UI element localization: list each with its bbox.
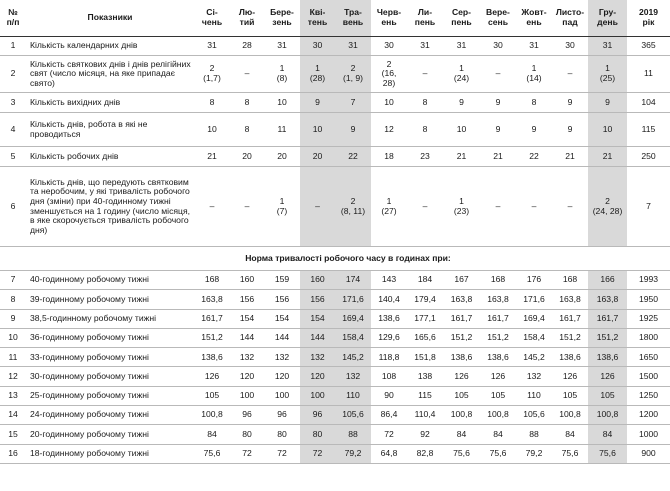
month-value: 100,8 [450,409,473,420]
month-value: 2 (1, 9) [335,56,371,93]
table-row [0,386,670,405]
month-value: 20 [277,150,287,161]
month-value: 126 [490,370,506,381]
month-value: 166 [588,271,627,290]
month-value: 132 [335,367,371,386]
row-label: 33-годинному робочому тижні [30,351,149,362]
month-value: 31 [456,40,467,51]
year-total: 250 [641,150,656,161]
month-value: 96 [277,409,287,420]
month-value: 167 [454,274,469,285]
month-value: 156 [274,293,290,304]
month-value: 84 [493,428,503,439]
month-value: 177,1 [414,312,436,323]
month-value: 80 [277,428,287,439]
month-value: 138,6 [201,351,223,362]
month-value: 72 [242,448,252,458]
row-number: 5 [10,150,16,161]
month-value: 75,6 [453,448,470,458]
month-value: 161,7 [201,312,223,323]
month-value: 105 [454,390,469,401]
row-number: 9 [10,312,16,323]
row-number: 7 [10,274,16,285]
row-label: Кількість днів, що передують святковим та неробочим, у які тривалість робочого дня (зміни) при 40-годинному тижні зменшується на 1 годину (число місяця, в яке скорочується тривалість робочого дня) [30,176,191,235]
row-number: 3 [10,96,16,107]
month-value: 161,7 [559,312,581,323]
month-value: 10 [300,113,335,147]
month-value: 7 [335,93,371,113]
row-number: 6 [10,200,16,211]
month-value: 92 [420,428,430,439]
month-value: 105 [588,386,627,405]
row-label: Кількість календарних днів [30,40,138,51]
month-value: 144 [239,332,255,343]
header-month: Ли- пень [407,0,443,37]
row-label: 36-годинному робочому тижні [30,332,149,343]
month-value: 2 (24, 28) [588,167,627,247]
month-value: 105,6 [523,409,545,420]
month-value: 1 (14) [526,63,542,83]
header-month: Бере- зень [264,0,300,37]
month-value: 163,8 [588,290,627,309]
row-number: 12 [8,370,18,381]
month-value: 9 [567,123,573,134]
row-label: 24-годинному робочому тижні [30,409,149,420]
month-value: 138 [417,370,433,381]
month-value: 100,8 [487,409,509,420]
month-value: 151,2 [201,332,223,343]
year-total: 1800 [638,332,659,343]
section-title: Норма тривалості робочого часу в годинах при: [245,252,451,263]
month-value: 86,4 [380,409,398,420]
month-value: 21 [456,150,467,161]
month-value: 132 [526,370,542,381]
month-value: 100,8 [201,409,223,420]
month-value: 115 [418,390,432,401]
month-value: 8 [244,123,250,134]
table-body [0,37,670,464]
header-month: Вере- сень [480,0,516,37]
month-value: 31 [335,37,371,56]
month-value: 151,2 [559,332,581,343]
month-value: 31 [277,40,287,51]
month-value: 1 (8) [276,63,288,83]
month-value: 31 [420,40,430,51]
month-value: 22 [529,150,539,161]
month-value: – [567,68,573,79]
month-value: 126 [562,370,578,381]
month-value: 138,6 [487,351,509,362]
month-value: 9 [335,113,371,147]
month-value: 22 [335,147,371,167]
month-value: 75,6 [561,448,579,458]
month-value: 80 [242,428,252,439]
row-label: Кількість вихідних днів [30,96,121,107]
month-value: 84 [565,428,575,439]
month-value: 126 [588,367,627,386]
month-value: 82,8 [416,448,434,458]
row-number: 13 [8,390,18,401]
month-value: 168 [490,274,506,285]
month-value: 161,7 [487,312,509,323]
month-value: 10 [588,113,627,147]
month-value: – [495,68,501,79]
month-value: 154 [239,312,255,323]
month-value: 165,6 [414,332,436,343]
month-value: 169,4 [523,312,545,323]
month-value: 151,8 [414,351,436,362]
row-number: 11 [8,351,18,362]
month-value: 163,8 [450,293,473,304]
month-value: – [244,200,250,211]
month-value: 31 [207,40,217,51]
month-value: 79,2 [525,448,543,458]
month-value: 158,4 [523,332,545,343]
month-value: 2 (1,7) [203,63,221,83]
month-value: – [567,200,573,211]
header-month: Кві- тень [300,0,335,37]
table-row [0,93,670,113]
month-value: 120 [239,370,255,381]
year-total: 1925 [638,312,659,323]
month-value: 9 [495,123,501,134]
month-value: 84 [207,428,217,439]
header-month: Лю- тий [230,0,264,37]
month-value: 1 (23) [453,195,470,216]
month-value: 174 [335,271,371,290]
month-value: 10 [456,123,467,134]
month-value: 84 [456,428,467,439]
month-value: – [209,200,215,211]
row-number: 8 [10,293,16,304]
year-total: 365 [641,40,656,51]
month-value: 9 [567,96,573,107]
month-value: 88 [335,425,371,444]
month-value: 108 [381,370,397,381]
row-label: Кількість днів, робота в які не проводиться [30,118,148,139]
month-value: 96 [300,406,335,425]
month-value: 160 [300,271,335,290]
month-value: 9 [300,93,335,113]
month-value: 163,8 [201,293,223,304]
month-value: 9 [459,96,464,107]
month-value: 75,6 [588,444,627,463]
month-value: 10 [384,96,394,107]
month-value: 154 [300,309,335,328]
row-label: 40-годинному робочому тижні [30,274,149,285]
month-value: 1 (25) [588,56,627,93]
month-value: 159 [274,274,290,285]
month-value: 21 [588,147,627,167]
month-value: 132 [239,351,255,362]
table-row [0,367,670,386]
table-row [0,271,670,290]
table-row [0,147,670,167]
month-value: 132 [274,351,290,362]
table-row [0,167,670,247]
row-number: 16 [8,448,18,458]
month-value: 75,6 [489,448,507,458]
table-row [0,328,670,347]
month-value: 151,2 [450,332,473,343]
header-month: Сер- пень [443,0,480,37]
month-value: 156 [300,290,335,309]
section-title-row [0,247,670,271]
month-value: 126 [204,370,220,381]
header-month: Черв- ень [371,0,407,37]
row-label: 38,5-годинному робочому тижні [30,312,157,323]
month-value: 120 [274,370,290,381]
row-label: Кількість святкових днів і днів релігійних свят (число місяця, на яке припадає свято) [30,58,191,88]
year-total: 1250 [638,390,659,401]
month-value: 105 [562,390,578,401]
row-label: 39-годинному робочому тижні [30,293,149,304]
month-value: 12 [384,123,394,134]
month-value: 145,2 [335,348,371,367]
month-value: 132 [300,348,335,367]
row-label: 30-годинному робочому тижні [30,370,149,381]
month-value: 118,8 [378,351,400,362]
month-value: 20 [300,147,335,167]
month-value: 105,6 [335,406,371,425]
row-number: 10 [8,332,18,343]
header-month: Жовт- ень [516,0,552,37]
month-value: 100 [239,390,255,401]
month-value: 176 [526,274,542,285]
month-value: 30 [493,40,503,51]
month-value: 1 (27) [381,195,397,216]
month-value: 30 [565,40,575,51]
month-value: 158,4 [335,328,371,347]
year-total: 1500 [638,370,659,381]
year-total: 1650 [638,351,659,362]
header-row [0,0,670,37]
month-value: 143 [381,274,397,285]
month-value: 18 [384,150,394,161]
table-row [0,425,670,444]
month-value: 129,6 [378,332,400,343]
header-indicator: Показники [26,0,194,37]
month-value: 100,8 [588,406,627,425]
month-value: 138,6 [378,312,400,323]
month-value: 88 [529,428,539,439]
month-value: 151,2 [588,328,627,347]
month-value: 31 [588,37,627,56]
row-number: 1 [10,40,16,51]
month-value: 72 [384,428,394,439]
table-row [0,444,670,463]
month-value: 8 [244,96,250,107]
header-month: Листо- пад [552,0,588,37]
month-value: 9 [588,93,627,113]
month-value: 30 [300,37,335,56]
row-label: 25-годинному робочому тижні [30,390,149,401]
month-value: 28 [242,40,252,51]
month-value: 168 [204,274,220,285]
year-total: 1200 [638,409,659,420]
month-value: 161,7 [450,312,473,323]
month-value: 8 [209,96,215,107]
month-value: 163,8 [559,293,581,304]
table-row [0,113,670,147]
month-value: 8 [422,123,428,134]
row-number: 15 [8,428,18,439]
month-value: 169,4 [335,309,371,328]
month-value: 100 [300,386,335,405]
month-value: 11 [277,123,287,134]
month-value: – [422,68,428,79]
month-value: 144 [274,332,290,343]
year-total: 900 [641,448,656,458]
row-label: Кількість робочих днів [30,150,119,161]
month-value: 161,7 [588,309,627,328]
month-value: 72 [300,444,335,463]
header-num: № п/п [0,0,26,37]
table-row [0,37,670,56]
row-label: 18-годинному робочому тижні [30,448,149,458]
month-value: 138,6 [450,351,473,362]
header-month: Сі- чень [194,0,230,37]
month-value: 1 (24) [453,63,470,83]
header-month: Тра- вень [335,0,371,37]
month-value: 64,8 [380,448,398,458]
header-month: Гру- день [588,0,627,37]
month-value: 168 [562,274,578,285]
month-value: 8 [531,96,537,107]
month-value: 84 [588,425,627,444]
month-value: 154 [274,312,290,323]
year-total: 1950 [638,293,659,304]
month-value: 151,2 [487,332,509,343]
month-value: 138,6 [588,348,627,367]
month-value: 163,8 [487,293,509,304]
month-value: – [300,167,335,247]
table-row [0,348,670,367]
month-value: 9 [495,96,501,107]
month-value: 120 [300,367,335,386]
month-value: 184 [417,274,433,285]
month-value: 10 [277,96,287,107]
month-value: 8 [422,96,428,107]
month-value: 30 [384,40,394,51]
month-value: 1 (7) [276,195,288,216]
month-value: 21 [493,150,503,161]
month-value: 75,6 [203,448,221,458]
month-value: 138,6 [559,351,581,362]
table-row [0,406,670,425]
month-value: 23 [420,150,430,161]
month-value: 110 [527,390,541,401]
year-total: 115 [641,123,656,134]
row-number: 2 [10,68,16,79]
month-value: 105 [204,390,220,401]
month-value: 21 [565,150,575,161]
month-value: 2 (16, 28) [381,58,397,88]
year-total: 1993 [638,274,659,285]
month-value: 31 [529,40,539,51]
month-value: 90 [384,390,394,401]
month-value: 100 [274,390,290,401]
row-number: 4 [10,123,16,134]
month-value: 2 (8, 11) [335,167,371,247]
table-row [0,309,670,328]
month-value: 110,4 [414,409,436,420]
month-value: 145,2 [523,351,545,362]
month-value: 79,2 [335,444,371,463]
header-year: 2019 рік [627,0,670,37]
row-label: 20-годинному робочому тижні [30,428,149,439]
month-value: 171,6 [523,293,545,304]
month-value: 80 [300,425,335,444]
month-value: 110 [335,386,371,405]
year-total: 1000 [638,428,659,439]
month-value: 96 [242,409,252,420]
month-value: – [495,200,501,211]
year-total: 7 [646,200,651,211]
month-value: – [244,68,250,79]
month-value: 21 [207,150,217,161]
month-value: 156 [239,293,255,304]
month-value: 140,4 [378,293,400,304]
month-value: 105 [490,390,506,401]
table-row [0,56,670,93]
month-value: – [531,200,537,211]
month-value: 100,8 [559,409,581,420]
year-total: 11 [644,68,653,79]
month-value: 160 [239,274,255,285]
month-value: 20 [242,150,252,161]
table-row [0,290,670,309]
month-value: 179,4 [414,293,436,304]
month-value: 144 [300,328,335,347]
month-value: 9 [531,123,537,134]
month-value: 10 [207,123,217,134]
year-total: 104 [641,96,656,107]
row-number: 14 [8,409,18,420]
month-value: 171,6 [335,290,371,309]
month-value: 72 [277,448,287,458]
month-value: 1 (28) [300,56,335,93]
month-value: – [422,200,428,211]
month-value: 126 [454,370,469,381]
